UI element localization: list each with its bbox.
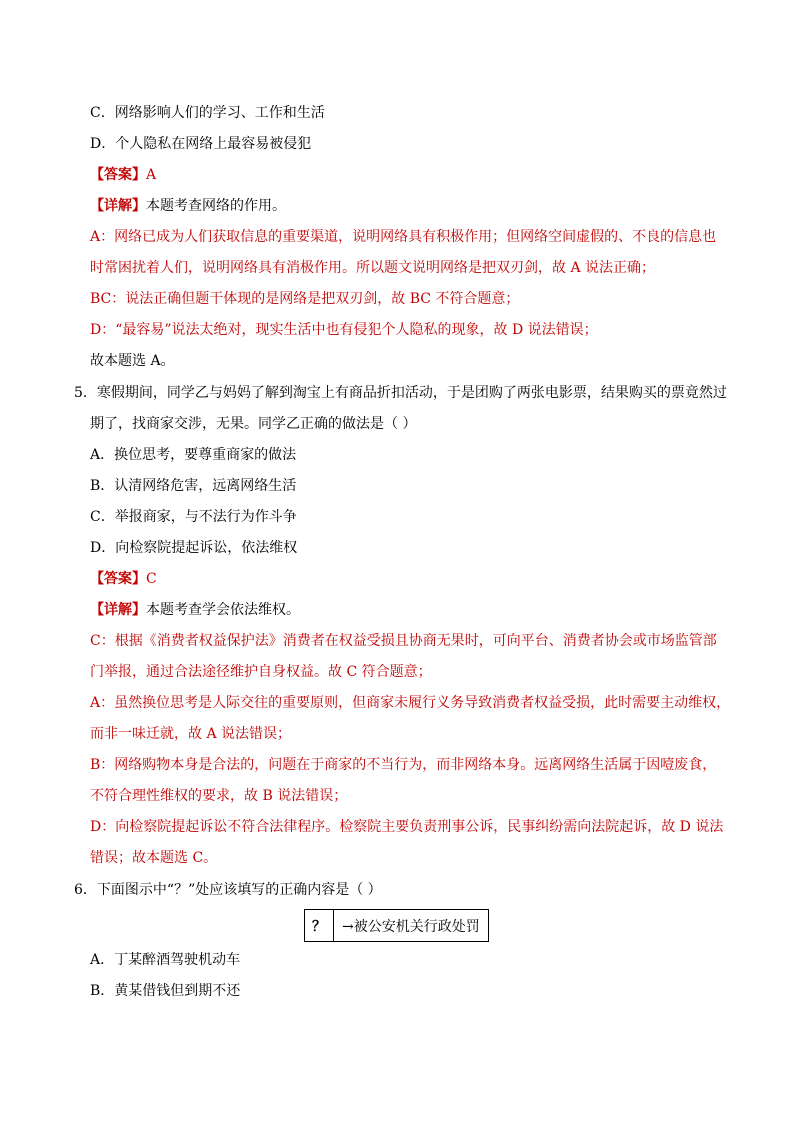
q6-diagram xyxy=(304,909,489,942)
q5-expl-line: 错误；故本题选 C。 xyxy=(90,850,218,866)
q5-stem: 期了，找商家交涉，无果。同学乙正确的做法是（ ） xyxy=(90,416,417,432)
q4-conclusion: 故本题选 A。 xyxy=(90,353,175,369)
q6-option-b: B．黄某借钱但到期不还 xyxy=(90,983,241,999)
detail-label: 【详解】 xyxy=(90,602,146,618)
q4-answer xyxy=(90,165,156,185)
q5-expl-line: C：根据《消费者权益保护法》消费者在权益受损且协商无果时，可向平台、消费者协会或市场监管部 xyxy=(90,633,717,649)
q5-detail xyxy=(90,600,300,620)
q6-stem: 6．下面图示中“？”处应该填写的正确内容是（ ） xyxy=(74,882,382,898)
q4-expl-line: D：“最容易”说法太绝对，现实生活中也有侵犯个人隐私的现象，故 D 说法错误； xyxy=(90,322,598,338)
q5-expl-line: D：向检察院提起诉讼不符合法律程序。检察院主要负责刑事公诉，民事纠纷需向法院起诉，故 D 说法 xyxy=(90,819,724,835)
answer-label: 【答案】 xyxy=(90,571,146,587)
q5-option-c: C．举报商家，与不法行为作斗争 xyxy=(90,509,297,525)
answer-label: 【答案】 xyxy=(90,167,146,183)
answer-value: A xyxy=(146,167,157,183)
q4-expl-line: BC：说法正确但题干体现的是网络是把双刃剑，故 BC 不符合题意； xyxy=(90,291,520,307)
q5-expl-line: B：网络购物本身是合法的，问题在于商家的不当行为，而非网络本身。远离网络生活属于因噎废食， xyxy=(90,757,717,773)
q4-option-c: C．网络影响人们的学习、工作和生活 xyxy=(90,105,325,121)
q5-expl-line: 而非一味迁就，故 A 说法错误； xyxy=(90,726,292,742)
q6-option-a: A．丁某醉酒驾驶机动车 xyxy=(90,952,241,968)
diagram-question-mark: ？ xyxy=(305,910,334,941)
q4-option-d: D．个人隐私在网络上最容易被侵犯 xyxy=(90,136,312,152)
q4-expl-line: 时常困扰着人们，说明网络具有消极作用。所以题文说明网络是把双刃剑，故 A 说法正确； xyxy=(90,260,656,276)
q5-answer xyxy=(90,569,157,589)
q4-expl-line: A：网络已成为人们获取信息的重要渠道，说明网络具有积极作用；但网络空间虚假的、不良的信息也 xyxy=(90,229,717,245)
q4-detail xyxy=(90,196,286,216)
answer-value: C xyxy=(146,571,157,587)
detail-label: 【详解】 xyxy=(90,198,146,214)
detail-text: 本题考查学会依法维权。 xyxy=(146,602,300,618)
q5-expl-line: 门举报，通过合法途径维护自身权益。故 C 符合题意； xyxy=(90,664,432,680)
detail-text: 本题考查网络的作用。 xyxy=(146,198,286,214)
q5-option-a: A．换位思考，要尊重商家的做法 xyxy=(90,447,297,463)
q5-expl-line: 不符合理性维权的要求，故 B 说法错误； xyxy=(90,788,348,804)
q5-option-d: D．向检察院提起诉讼，依法维权 xyxy=(90,540,298,556)
diagram-label: →被公安机关行政处罚 xyxy=(342,918,480,935)
q5-expl-line: A：虽然换位思考是人际交往的重要原则，但商家未履行义务导致消费者权益受损，此时需要主动维权， xyxy=(90,695,731,711)
q5-option-b: B．认清网络危害，远离网络生活 xyxy=(90,478,297,494)
q5-stem: 5．寒假期间，同学乙与妈妈了解到淘宝上有商品折扣活动，于是团购了两张电影票，结果购买的票竟然过 xyxy=(74,385,727,401)
